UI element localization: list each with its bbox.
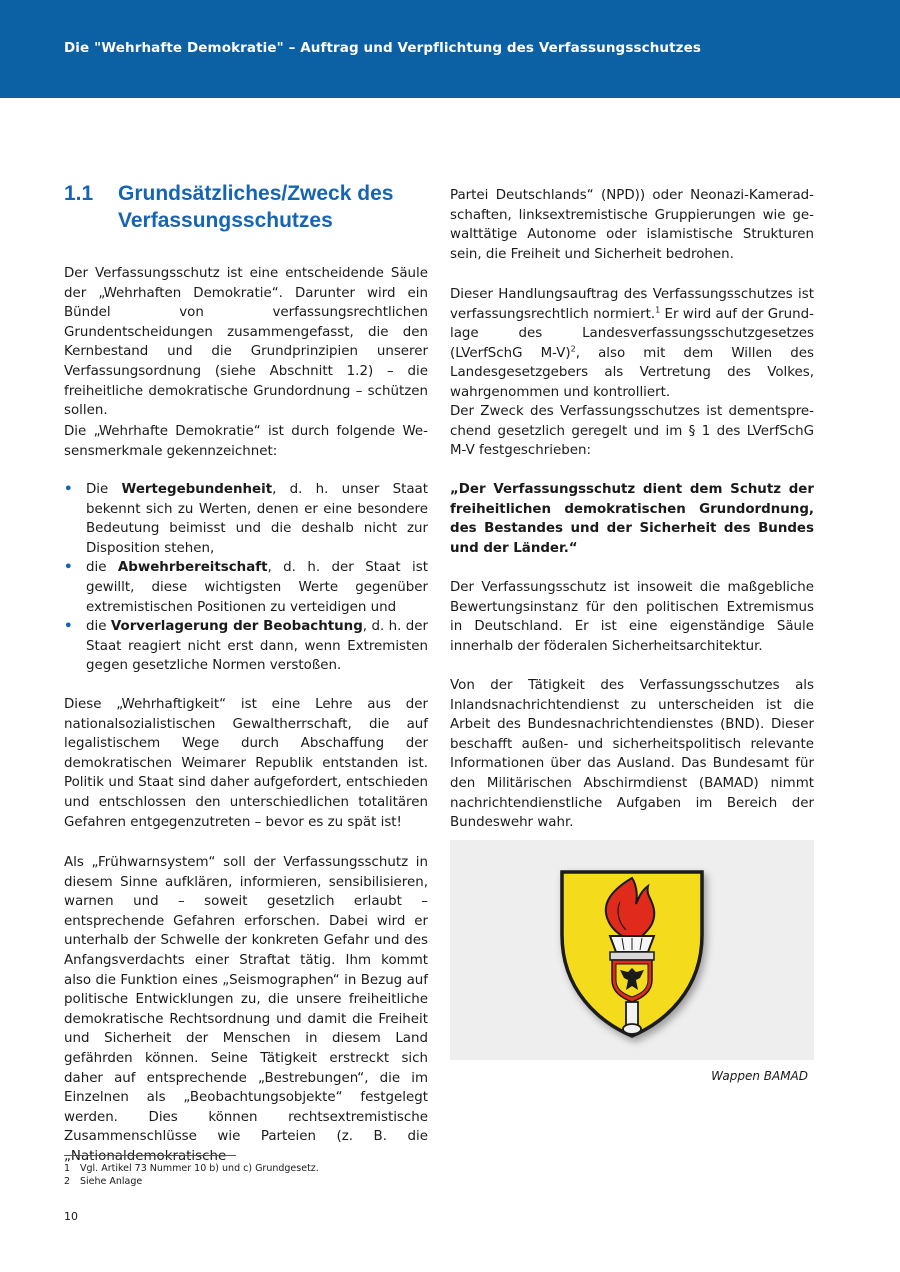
left-paragraph-3 (64, 695, 428, 832)
header-title: Die "Wehrhafte Demokratie" – Auftrag und Verpflichtung des Verfassungsschutzes (64, 40, 702, 56)
paragraph: Dieser Handlungsauftrag des Verfassungsschutzes ist verfassungsrechtlich normiert.$^1$ Er wird auf der Grundlage des Landesverfassungsschutzgesetzes (LVerfSchG M-V)$^2$, also mit dem Willen des Landesgesetzgebers als Vertretung des Volkes, wahrgenommen und kontrolliert. (450, 287, 814, 400)
left-paragraph-2 (64, 422, 428, 461)
footnote-ref[interactable]: 2 (570, 344, 576, 354)
bullet-icon: • (64, 560, 73, 576)
paragraph: Der Zweck des Verfassungsschutzes ist dementsprechend gesetzlich geregelt und im § 1 des LVerfSchG M-V festgeschrieben: (450, 404, 814, 459)
list-item: • die Abwehrbereitschaft, d. h. der Staat ist gewillt, diese wichtigsten Werte gegenüber extremistischen Positionen zu verteidigen und (64, 560, 428, 615)
footnote-divider (64, 1155, 236, 1156)
bullet-icon: • (64, 482, 73, 497)
list-item: • Die Wertegebundenheit, d. h. unser Staat bekennt sich zu Werten, denen er eine besondere Bedeutung beimisst und die deshalb nicht zur Disposition stehen, (64, 482, 429, 556)
page-number: 10 (64, 1210, 78, 1223)
coat-of-arms-figure (450, 840, 814, 1060)
right-paragraph-2 (450, 285, 814, 403)
footnote (64, 1162, 319, 1175)
paragraph: Von der Tätigkeit des Verfassungsschutzes als Inlandsnachrichtendienst zu unterscheiden ist die Arbeit des Bundesnachrichtendienstes (BND). Dieser beschafft außen- und sicherheitspolitisch relevante Informationen über das Ausland. Das Bundesamt für den Militärischen Abschirmdienst (BAMAD) nimmt nachrichtendienstliche Aufgaben im Bereich der Bundeswehr wahr. (450, 678, 814, 831)
paragraph: Der Verfassungsschutz ist insoweit die maßgebliche Bewertungsinstanz für den politischen Extremismus in Deutschland. Er ist eine eigenständige Säule innerhalb der föderalen Sicherheitsarchitektur. (450, 580, 814, 654)
paragraph: Diese „Wehrhaftigkeit“ ist eine Lehre aus der nationalsozialistischen Gewaltherrschaft, die auf legalistischem Wege durch Abschaffung der demokratischen Weimarer Republik entstanden ist. Politik und Staat sind daher aufgefordert, entschieden und entschlossen den unterschiedlichen totalitären Gefahren entgegenzutreten – bevor es zu spät ist! (64, 697, 428, 830)
section-number: 1.1 (64, 182, 94, 205)
footnote-ref[interactable]: 1 (655, 305, 661, 315)
bullet-list (64, 480, 428, 676)
bamad-coat-of-arms-icon (450, 840, 814, 1060)
figure-caption: Wappen BAMAD (711, 1069, 808, 1083)
quote-text: „Der Verfassungsschutz dient dem Schutz der freiheitlichen demokratischen Grundordnung, des Bestandes und der Sicherheit des Bundes und der Länder.“ (450, 482, 814, 556)
right-paragraph-5 (450, 676, 814, 833)
left-paragraph-1 (64, 264, 428, 421)
header-band (0, 0, 900, 98)
right-paragraph-4 (450, 578, 814, 656)
list-item: • die Vorverlagerung der Beobachtung, d. h. der Staat reagiert nicht erst dann, wenn Extremisten gegen gesetzliche Normen verstoßen. (64, 619, 429, 674)
right-paragraph-1 (450, 186, 814, 264)
footnote (64, 1175, 142, 1188)
paragraph: Die „Wehrhafte Demokratie“ ist durch folgende Wesensmerkmale gekennzeichnet: (64, 424, 428, 459)
bullet-icon: • (64, 619, 73, 635)
footnote-number: 1 (64, 1163, 71, 1174)
left-paragraph-4 (64, 853, 428, 1167)
footnote-text: Siehe Anlage (80, 1176, 143, 1187)
paragraph: Partei Deutschlands“ (NPD)) oder Neonazi-Kameradschaften, linksextremistische Gruppierungen wie gewalttätige Autonome oder islamistische Strukturen sein, die Freiheit und Sicherheit bedrohen. (450, 188, 814, 262)
section-heading (64, 180, 444, 234)
paragraph: Der Verfassungsschutz ist eine entscheidende Säule der „Wehrhaften Demokratie“. Darunter wird ein Bündel von verfassungsrechtlichen Grundentscheidungen zusammengefasst, die den Kernbestand und die Grundprinzipien unserer Verfassungsordnung (siehe Abschnitt 1.2) – die freiheitliche demokratische Grundordnung – schützen sollen. (64, 266, 428, 419)
paragraph: Als „Frühwarnsystem“ soll der Verfassungsschutz in diesem Sinne aufklären, informieren, sensibilisieren, warnen und – soweit gesetzlich erlaubt – entsprechende Gefahren erforschen. Dabei wird er unterhalb der Schwelle der konkreten Gefahr und des Anfangsverdachts einer Straftat tätig. Ihm kommt also die Funktion eines „Seismographen“ in Bezug auf politische Entwicklungen zu, die unsere freiheitliche demokratische Rechtsordnung und damit die Freiheit und Sicherheit der Menschen in diesem Land gefährden können. Seine Tätigkeit erstreckt sich daher auf entsprechende „Bestrebungen“, die im Einzelnen als „Beobachtungsobjekte“ festgelegt werden. Dies können rechtsextremistische Zusammenschlüsse wie Parteien (z. B. die „Nationaldemokratische (64, 855, 428, 1164)
section-title: Grundsätzliches/Zweck des Verfassungsschutzes (118, 182, 394, 232)
footnote-number: 2 (64, 1176, 71, 1187)
footnote-text: Vgl. Artikel 73 Nummer 10 b) und c) Grundgesetz. (80, 1163, 319, 1174)
legal-quote (450, 480, 814, 558)
right-paragraph-3 (450, 402, 814, 461)
